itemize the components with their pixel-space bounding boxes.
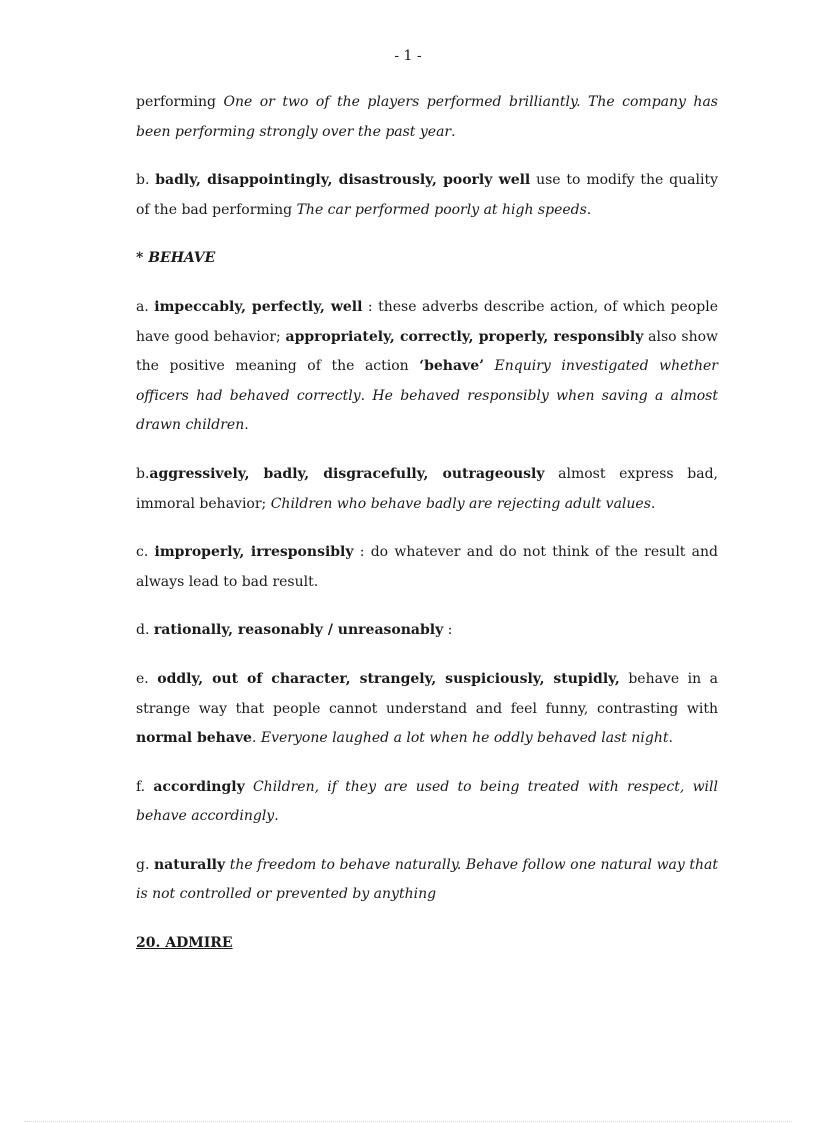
example-text: Children who behave badly are rejecting adult values [270,495,651,512]
example-text: Children, if they are used to being treated with respect, will behave accordingly [136,778,718,825]
paragraph-behave-e: e. oddly, out of character, strangely, suspiciously, stupidly, behave in a strange way that people cannot understand and feel funny, contrasting with normal behave. Everyone laughed a lot when he oddly behaved last night. [136,670,718,747]
paragraph-behave-a: a. impeccably, perfectly, well : these adverbs describe action, of which people have good behavior; appropriately, correctly, properly, responsibly also show the positive meaning of the action ‘behave’ Enquiry investigated whether officers had behaved correctly. He behaved responsibly when saving a almost drawn children. [136,298,719,434]
paragraph-behave-d: d. rationally, reasonably / unreasonably : [136,622,453,639]
adverb-list: naturally [153,856,226,873]
adverb-list: badly, disappointingly, disastrously, poorly well [155,172,531,189]
paragraph-behave-f: f. accordingly Children, if they are used to being treated with respect, will behave accordingly. [136,778,718,825]
adverb-list: aggressively, badly, disgracefully, outrageously [149,465,545,482]
example-text: The car performed poorly at high speeds [296,201,587,218]
example-text: Enquiry investigated whether officers had behaved correctly [136,358,719,404]
adverb-list: impeccably, perfectly, well [154,298,363,315]
document-body [136,88,718,978]
adverb-list: rationally, reasonably / unreasonably [153,622,444,639]
example-text: the freedom to behave naturally. Behave follow one natural way that is not controlled or prevented by anything [136,856,718,903]
adverb-list: accordingly [153,778,245,795]
example-text: One or two of the players performed brilliantly. The company has been performing strongly over the past year [136,94,718,140]
paragraph-behave-g: g. naturally the freedom to behave naturally. Behave follow one natural way that is not controlled or prevented by anything [136,856,718,903]
paragraph-behave-c: c. improperly, irresponsibly : do whatever and do not think of the result and always lead to bad result. [136,544,718,590]
page-number: - 1 - [394,48,422,64]
section-heading-behave: * BEHAVE [136,250,216,267]
paragraph-perform-positive: performing One or two of the players performed brilliantly. The company has been performing strongly over the past year. [136,94,718,140]
keyword: normal behave [136,730,252,747]
paragraph-behave-b: b.aggressively, badly, disgracefully, outrageously almost express bad, immoral behavior; Children who behave badly are rejecting adult values. [136,465,718,512]
example-text: He behaved responsibly when saving a almost drawn children [136,387,718,434]
adverb-list: appropriately, correctly, properly, responsibly [285,328,644,345]
page-bottom-divider [24,1121,792,1122]
section-heading-admire: 20. ADMIRE [136,935,233,952]
adverb-list: improperly, irresponsibly [154,544,354,561]
keyword: ‘behave’ [419,358,484,375]
adverb-list: oddly, out of character, strangely, suspiciously, stupidly, [157,670,620,687]
paragraph-perform-negative: b. badly, disappointingly, disastrously, poorly well use to modify the quality of the bad performing The car performed poorly at high speeds. [136,172,718,218]
example-text: Everyone laughed a lot when he oddly behaved last night [260,730,669,747]
